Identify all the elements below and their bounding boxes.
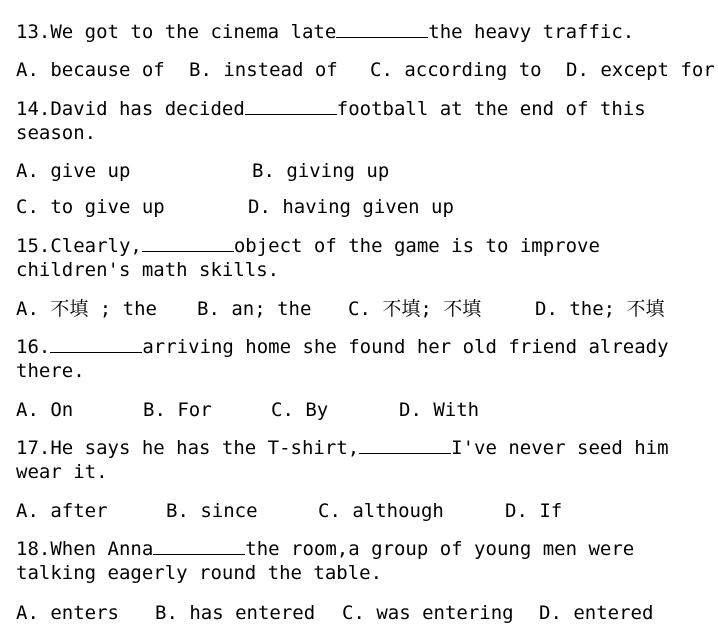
- option-15-b: B. an; the: [197, 298, 312, 320]
- option-16-a: A. On: [16, 399, 74, 421]
- answer-blank: [359, 439, 451, 454]
- option-14-d: D. having given up: [248, 196, 454, 218]
- question-18-text-after: the room,a group of young men were: [245, 538, 635, 560]
- option-16-b: B. For: [143, 399, 212, 421]
- option-18-d: D. entered: [539, 602, 654, 624]
- question-14-stem: [16, 97, 646, 121]
- question-17-text-after: I've never seed him: [451, 437, 669, 459]
- option-13-b: B. instead of: [189, 59, 338, 81]
- question-16-text: 16.: [16, 336, 51, 358]
- question-14-stem-line2: season.: [16, 122, 97, 144]
- option-17-b: B. since: [166, 500, 258, 522]
- question-14-text: 14.David has decided: [16, 98, 245, 120]
- question-16-stem-line2: there.: [16, 360, 85, 382]
- question-13-text: 13.We got to the cinema late: [16, 21, 337, 43]
- question-18-text: 18.When Anna: [16, 538, 154, 560]
- answer-blank: [142, 237, 234, 252]
- question-14-text-after: football at the end of this: [336, 98, 646, 120]
- question-16-text-after: arriving home she found her old friend already: [142, 336, 669, 358]
- option-17-a: A. after: [16, 500, 108, 522]
- option-18-c: C. was entering: [342, 602, 514, 624]
- answer-blank: [50, 338, 142, 353]
- question-15-stem-line2: children's math skills.: [16, 259, 280, 281]
- option-15-c: C. 不填; 不填: [348, 298, 482, 320]
- option-18-b: B. has entered: [155, 602, 316, 624]
- option-13-d: D. except for: [566, 59, 715, 81]
- question-17-text: 17.He says he has the T-shirt,: [16, 437, 360, 459]
- question-15-stem: [16, 234, 600, 258]
- option-17-d: D. If: [505, 500, 563, 522]
- answer-blank: [245, 100, 337, 115]
- option-16-c: C. By: [271, 399, 329, 421]
- answer-blank: [153, 540, 245, 555]
- question-15-text-after: object of the game is to improve: [233, 235, 600, 257]
- question-15-text: 15.Clearly,: [16, 235, 142, 257]
- option-17-c: C. although: [318, 500, 444, 522]
- question-13-stem: [16, 20, 634, 44]
- question-17-stem-line2: wear it.: [16, 461, 108, 483]
- question-16-stem: [16, 335, 669, 359]
- option-14-c: C. to give up: [16, 196, 165, 218]
- question-13-text-after: the heavy traffic.: [428, 21, 635, 43]
- option-15-d: D. the; 不填: [535, 298, 665, 320]
- option-14-a: A. give up: [16, 160, 131, 182]
- answer-blank: [336, 23, 428, 38]
- option-15-a: A. 不填 ; the: [16, 298, 157, 320]
- question-18-stem: [16, 537, 634, 561]
- question-18-stem-line2: talking eagerly round the table.: [16, 562, 383, 584]
- question-17-stem: [16, 436, 669, 460]
- option-13-a: A. because of: [16, 59, 165, 81]
- option-13-c: C. according to: [370, 59, 542, 81]
- option-14-b: B. giving up: [252, 160, 390, 182]
- option-18-a: A. enters: [16, 602, 119, 624]
- option-16-d: D. With: [399, 399, 480, 421]
